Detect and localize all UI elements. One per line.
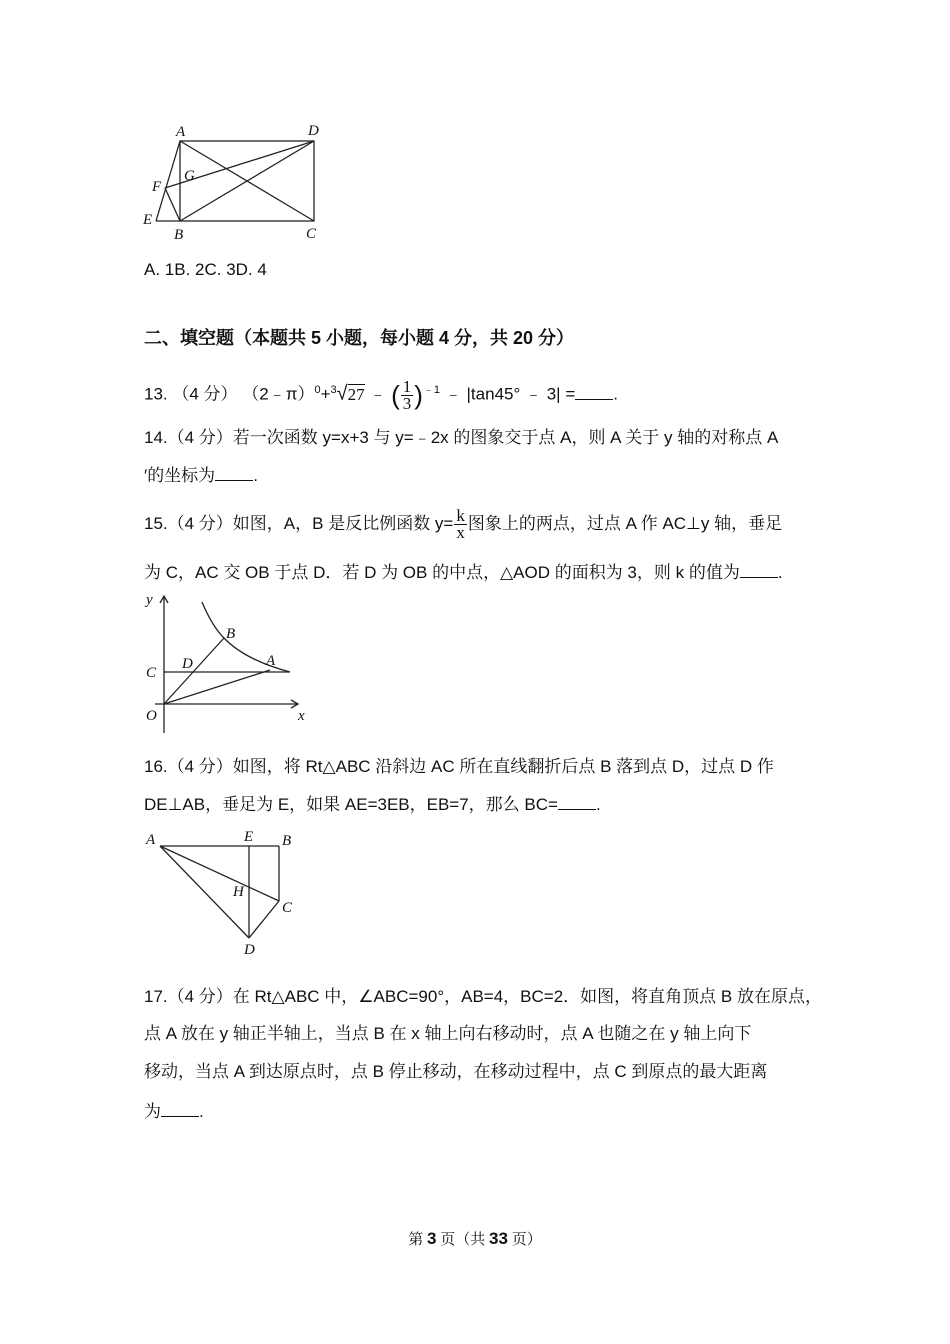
label-e: E: [143, 212, 153, 228]
q13-tail: ﹣ |tan45° ﹣ 3| =: [444, 384, 576, 404]
radical-sign: √: [336, 382, 348, 405]
q12-options: A. 1B. 2C. 3D. 4: [144, 260, 267, 279]
label-c: C: [306, 226, 317, 242]
q13-end: .: [613, 384, 618, 404]
q15-end: .: [777, 563, 783, 582]
total-pages: 33: [489, 1229, 508, 1248]
q15-line2: [144, 559, 783, 585]
q13-root-index: 3: [330, 384, 337, 396]
paren-close: ): [414, 380, 423, 411]
figure-inverse-proportion: [140, 588, 320, 738]
q13-frac-den: 3: [402, 393, 412, 413]
figure-rectangle-abcd: [140, 118, 340, 248]
label-b: B: [282, 833, 292, 849]
q15-text: 为 C，AC 交 OB 于点 D．若 D 为 OB 的中点，△AOD 的面积为 3，则 k 的值为: [144, 563, 740, 582]
q16-answer-blank[interactable]: [558, 791, 596, 810]
q17-line4: [144, 1098, 204, 1124]
q14-end: .: [253, 466, 258, 485]
q13-fraction: [401, 376, 414, 413]
q16-line2: [144, 791, 601, 817]
q17-line1: 17.（4 分）在 Rt△ABC 中，∠ABC=90°，AB=4，BC=2．如图，将直角顶点 B 放在原点，: [144, 987, 822, 1006]
label-a: A: [266, 653, 276, 669]
q14-line2: [144, 462, 258, 488]
section-title: 二、填空题（本题共 5 小题，每小题 4 分，共 20 分）: [144, 328, 575, 348]
q13-answer-blank[interactable]: [575, 381, 613, 400]
q13-frac-num: 1: [402, 376, 412, 396]
q17-text: 为: [144, 1102, 161, 1121]
label-g: G: [184, 168, 195, 184]
footer-mid: 页（共: [436, 1232, 490, 1248]
q15-line1: [144, 507, 782, 541]
q15-frac-num: k: [456, 506, 465, 526]
label-c: C: [146, 665, 157, 681]
q15-fraction: [454, 508, 467, 541]
q14-answer-blank[interactable]: [215, 462, 253, 481]
q13-exp0: 0: [314, 384, 321, 396]
label-b: B: [226, 626, 236, 642]
label-a: A: [146, 832, 156, 848]
label-o: O: [146, 708, 157, 724]
q17-line2: 点 A 放在 y 轴正半轴上，当点 B 在 x 轴上向右移动时，点 A 也随之在 y 轴上向下: [144, 1024, 752, 1043]
page-footer: [0, 1228, 950, 1249]
question-13: [144, 375, 618, 412]
label-d: D: [182, 656, 193, 672]
label-x: x: [298, 708, 305, 724]
q16-end: .: [595, 795, 601, 814]
label-c: C: [282, 900, 293, 916]
q17-line3: 移动，当点 A 到达原点时，点 B 停止移动，在移动过程中，点 C 到原点的最大距离: [144, 1062, 768, 1081]
q13-radicand: 27: [347, 384, 365, 404]
footer-pre: 第: [408, 1232, 428, 1248]
q15-frac-den: x: [456, 523, 465, 543]
q17-end: .: [199, 1102, 204, 1121]
figure-triangle-fold: [140, 826, 310, 961]
q15-answer-blank[interactable]: [740, 559, 778, 578]
q15-pre: 15.（4 分）如图，A，B 是反比例函数 y=: [144, 514, 454, 533]
q14-line1: 14.（4 分）若一次函数 y=x+3 与 y=﹣2x 的图象交于点 A，则 A 关于 y 轴的对称点 A: [144, 428, 779, 447]
footer-post: 页）: [507, 1232, 542, 1248]
q17-answer-blank[interactable]: [161, 1098, 199, 1117]
page-number: 3: [427, 1229, 437, 1248]
label-e: E: [244, 829, 254, 845]
q16-line1: 16.（4 分）如图，将 Rt△ABC 沿斜边 AC 所在直线翻折后点 B 落到点 D，过点 D 作: [144, 757, 774, 776]
q13-prefix: 13. （4 分） （2﹣π）: [144, 384, 315, 404]
label-h: H: [233, 884, 244, 900]
q15-post: 图象上的两点，过点 A 作 AC⊥y 轴，垂足: [467, 514, 783, 533]
label-f: F: [152, 179, 162, 195]
label-d: D: [244, 942, 255, 958]
label-d: D: [308, 123, 319, 139]
label-a: A: [176, 124, 186, 140]
q13-exp: ﹣1: [422, 384, 441, 396]
q13-minus: ﹣: [369, 384, 392, 404]
label-b: B: [174, 227, 184, 243]
q13-plus: +: [320, 384, 331, 404]
paren-open: (: [391, 380, 400, 411]
label-y: y: [146, 592, 153, 608]
q14-text: ′的坐标为: [144, 466, 216, 485]
q16-text: DE⊥AB，垂足为 E，如果 AE=3EB，EB=7，那么 BC=: [144, 795, 558, 814]
hyperbola-curve: [202, 602, 290, 672]
